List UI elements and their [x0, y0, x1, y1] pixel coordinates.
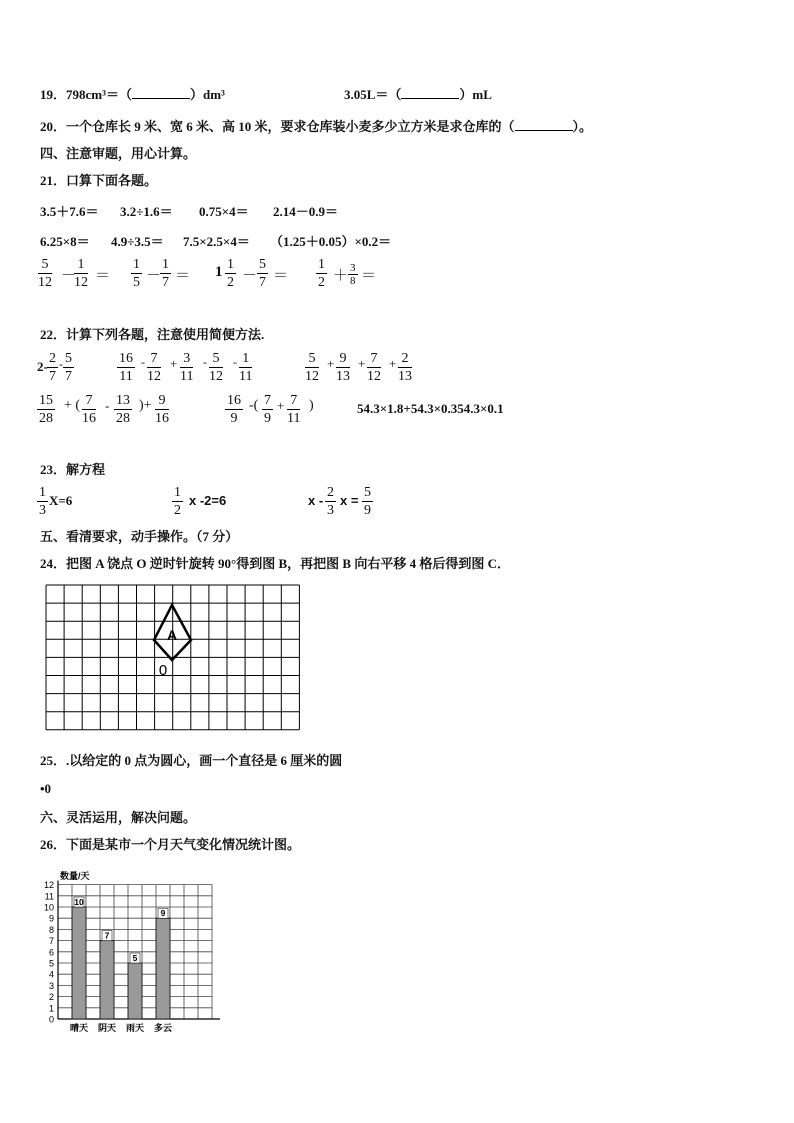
- point-o-label: 0: [158, 662, 168, 679]
- plus-sign: +: [277, 398, 285, 413]
- y-tick-label: 9: [48, 913, 54, 924]
- y-tick-label: 1: [48, 1003, 54, 1014]
- question-25-text: 25．.以给定的 0 点为圆心，画一个直径是 6 厘米的圆: [40, 753, 343, 768]
- q20-prefix: 20．一个仓库长 9 米、宽 6 米、高 10 米，要求仓库装小麦多少立方米是求仓库的（: [40, 119, 515, 134]
- plus-sign: +: [170, 356, 178, 371]
- y-tick-label: 8: [48, 924, 54, 935]
- fraction: $\frac{1}{5}$: [133, 257, 140, 290]
- y-tick-label: 0: [48, 1014, 54, 1025]
- oral-item: 2.14－0.9＝: [273, 204, 339, 219]
- fraction: $\frac{13}{28}$: [116, 393, 130, 426]
- fraction: $\frac{3}{11}$: [180, 351, 194, 384]
- oral-item: 4.9÷3.5＝: [111, 234, 164, 249]
- fraction: $\frac{1}{12}$: [74, 257, 88, 290]
- fraction: $\frac{3}{8}$: [350, 262, 356, 287]
- question-26-text: 26．下面是某市一个月天气变化情况统计图。: [40, 837, 301, 852]
- fraction: $\frac{1}{2}$: [227, 257, 234, 290]
- center-point: •0: [40, 781, 52, 796]
- y-tick-label: 6: [48, 947, 54, 958]
- oral-item: 7.5×2.5×4＝: [183, 234, 250, 249]
- fraction: $\frac{7}{16}$: [82, 393, 96, 426]
- question-23-title: 23．解方程: [40, 462, 106, 477]
- fraction: $\frac{5}{7}$: [259, 257, 266, 290]
- category-label: 阴天: [97, 1023, 117, 1033]
- y-tick-label: 7: [48, 936, 54, 947]
- expr-lead: 2-: [37, 359, 48, 374]
- data-label: 10: [74, 897, 84, 907]
- section-six-heading: 六、灵活运用，解决问题。: [40, 810, 197, 825]
- bar: [156, 918, 170, 1019]
- paren-expression: )+: [139, 398, 152, 413]
- data-label: 5: [132, 953, 138, 963]
- minus-sign: －: [61, 268, 77, 284]
- plus-sign: +: [358, 356, 366, 371]
- oral-item: 6.25×8＝: [40, 234, 90, 249]
- data-label: 9: [160, 908, 166, 919]
- equation-rest: X=6: [49, 493, 73, 508]
- weather-bar-chart: [30, 862, 220, 1037]
- bar: [100, 941, 114, 1019]
- equation-middle: x =: [340, 493, 359, 508]
- fraction: $\frac{5}{12}$: [38, 257, 52, 290]
- q19-b-prefix: 3.05L＝（: [344, 87, 402, 102]
- fraction: $\frac{1}{2}$: [318, 257, 325, 290]
- answer-blank[interactable]: [132, 98, 190, 99]
- equation-rest: x -2=6: [189, 493, 227, 508]
- plus-sign: ＋: [333, 268, 349, 284]
- answer-blank[interactable]: [401, 98, 459, 99]
- oral-item: 0.75×4＝: [199, 204, 249, 219]
- fraction: $\frac{7}{12}$: [147, 351, 161, 384]
- y-tick-label: 11: [44, 891, 54, 902]
- fraction: $\frac{1}{7}$: [162, 257, 169, 290]
- answer-blank[interactable]: [515, 130, 573, 131]
- question-24-text: 24．把图 A 饶点 O 逆时针旋转 90°得到图 B，再把图 B 向右平移 4 格后得到图 C．: [40, 556, 510, 571]
- y-tick-label: 4: [48, 969, 54, 980]
- oral-item: 3.5＋7.6＝: [40, 204, 99, 219]
- expression: 54.3×1.8+54.3×0.354.3×0.1: [357, 401, 504, 416]
- fraction: $\frac{15}{28}$: [39, 393, 53, 426]
- category-label: 雨天: [125, 1023, 145, 1033]
- fraction: $\frac{1}{11}$: [239, 351, 253, 384]
- category-label: 晴天: [69, 1023, 89, 1033]
- equals-sign: ＝: [273, 268, 289, 284]
- q20-suffix: ）。: [572, 119, 593, 134]
- fraction: $\frac{7}{12}$: [367, 351, 381, 384]
- y-axis-label: 数量/天: [60, 871, 90, 881]
- category-label: 多云: [153, 1023, 173, 1033]
- plus-sign: +: [389, 356, 397, 371]
- fraction: $\frac{1}{3}$: [39, 485, 46, 518]
- y-tick-label: 12: [43, 880, 54, 891]
- q19-a-prefix: 19．798cm³＝（: [40, 87, 132, 102]
- fraction: $\frac{16}{11}$: [119, 351, 133, 384]
- minus-sign: －: [242, 268, 258, 284]
- question-19: [40, 84, 225, 103]
- y-tick-labels: [44, 880, 54, 1024]
- question-21-title: 21．口算下面各题。: [40, 173, 158, 188]
- y-tick-label: 2: [48, 992, 54, 1003]
- fraction: $\frac{9}{13}$: [336, 351, 350, 384]
- equals-sign: ＝: [95, 268, 111, 284]
- fraction: $\frac{5}{9}$: [364, 485, 371, 518]
- equals-sign: ＝: [361, 268, 377, 284]
- y-tick-label: 5: [48, 958, 54, 969]
- question-20: [40, 116, 592, 135]
- fraction: $\frac{2}{13}$: [398, 351, 412, 384]
- q19-a-suffix: ）dm³: [190, 87, 225, 102]
- plus-sign: +: [327, 356, 335, 371]
- oral-item: （1.25＋0.05）×0.2＝: [270, 234, 392, 249]
- fraction: $\frac{1}{2}$: [174, 485, 181, 518]
- fraction: $\frac{9}{16}$: [155, 393, 169, 426]
- fraction: $\frac{2}{7}$: [49, 351, 56, 384]
- paren-expression: -(: [249, 398, 259, 413]
- data-label: 7: [104, 930, 110, 941]
- fraction: $\frac{5}{7}$: [65, 351, 72, 384]
- fraction: $\frac{7}{11}$: [287, 393, 301, 426]
- section-four-heading: 四、注意审题，用心计算。: [40, 146, 197, 161]
- question-19-b: [344, 84, 492, 103]
- oral-item: 3.2÷1.6＝: [120, 204, 173, 219]
- y-tick-label: 10: [43, 902, 54, 913]
- y-tick-label: 3: [48, 980, 54, 991]
- minus-sign: -: [233, 355, 237, 369]
- chart-bars: [72, 897, 170, 1019]
- fraction: $\frac{5}{12}$: [209, 351, 223, 384]
- paren-expression: ): [309, 398, 314, 413]
- fraction: $\frac{16}{9}$: [227, 393, 241, 426]
- bar: [128, 963, 142, 1019]
- mixed-whole: 1: [215, 264, 223, 280]
- paren-expression: + (: [64, 398, 81, 413]
- minus-sign: -: [141, 355, 145, 369]
- rotation-grid-figure: [45, 584, 300, 734]
- fraction: $\frac{5}{12}$: [305, 351, 319, 384]
- minus-sign: －: [146, 268, 162, 284]
- x-category-labels: [70, 1022, 172, 1033]
- minus-sign: -: [59, 357, 63, 371]
- shape-label-a: A: [166, 627, 178, 643]
- minus-sign: -: [203, 355, 207, 369]
- section-five-heading: 五、看清要求，动手操作。（7 分）: [40, 529, 239, 544]
- q19-b-suffix: ）mL: [459, 87, 492, 102]
- bar: [72, 907, 86, 1019]
- minus-sign: -: [105, 398, 110, 413]
- question-22-title: 22．计算下列各题，注意使用简便方法.: [40, 327, 265, 342]
- equation-prefix: x -: [308, 493, 324, 508]
- equals-sign: ＝: [175, 268, 191, 284]
- fraction: $\frac{2}{3}$: [327, 485, 334, 518]
- fraction: $\frac{7}{9}$: [264, 393, 271, 426]
